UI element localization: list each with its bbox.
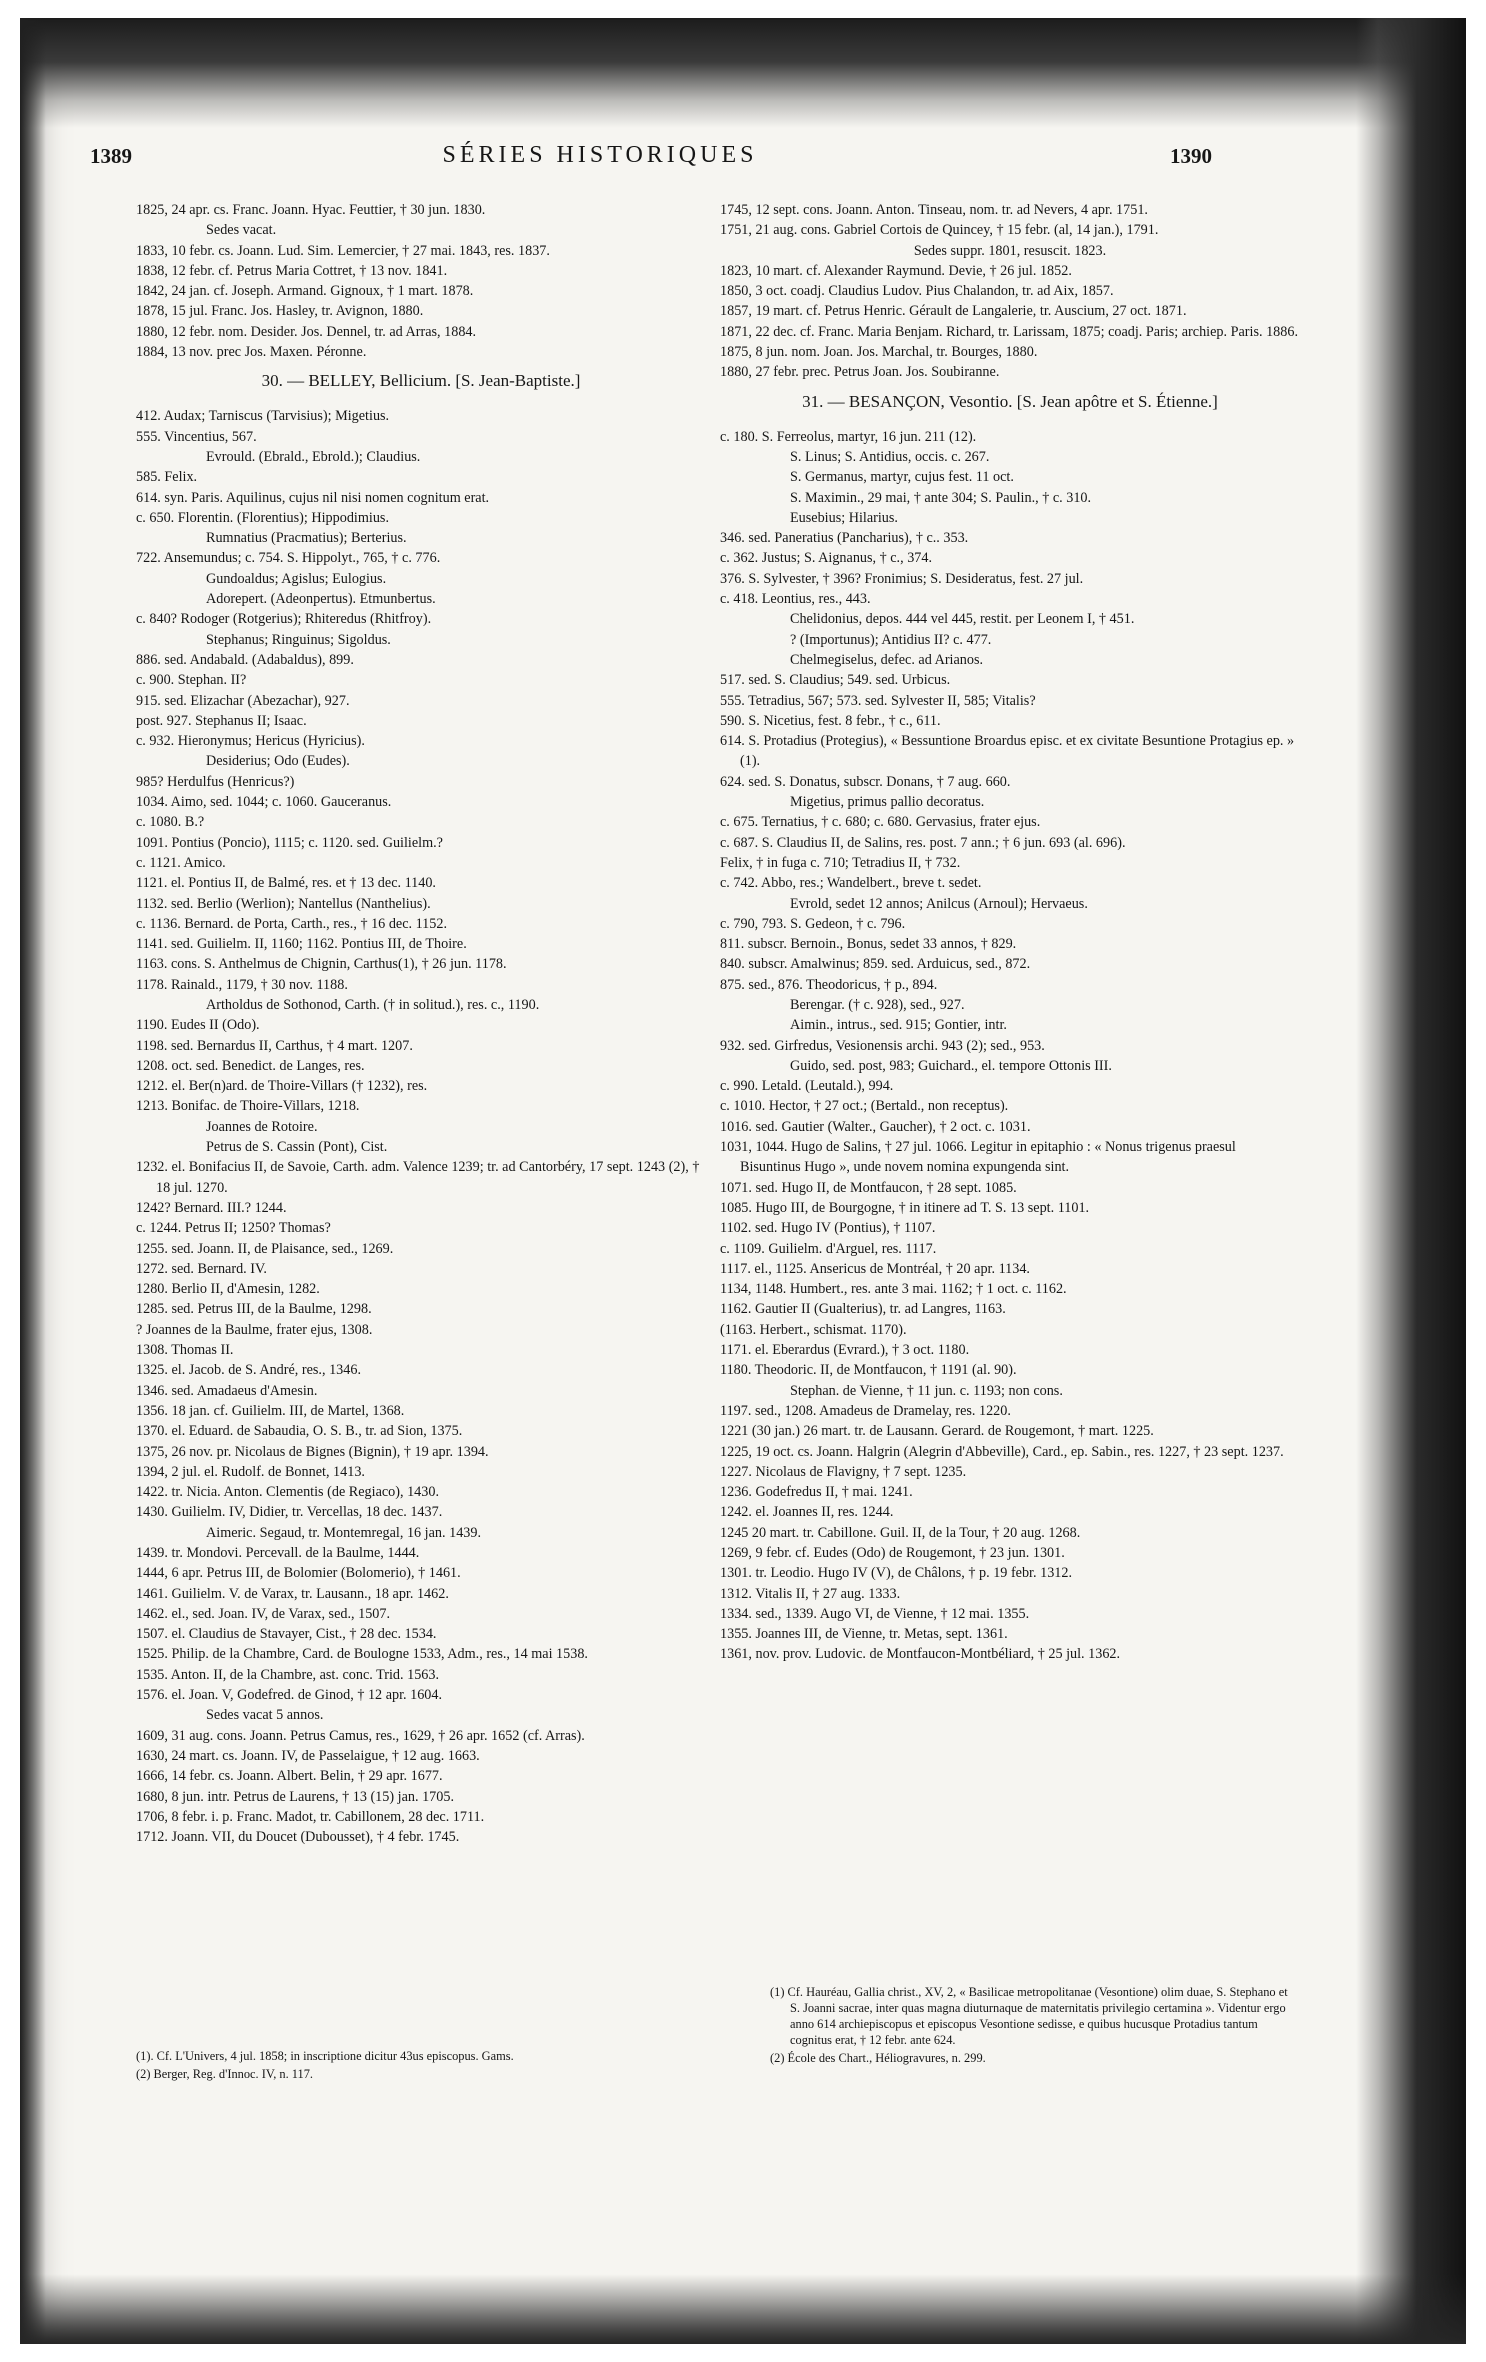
list-entry: 1132. sed. Berlio (Werlion); Nantellus (Nanthelius).	[136, 895, 431, 912]
list-entry: Felix, † in fuga c. 710; Tetradius II, † 732.	[720, 854, 961, 871]
list-entry: 1031, 1044. Hugo de Salins, † 27 jul. 1066. Legitur in epitaphio : « Nonus trigenus praesul Bisuntinus Hugo », unde novem nomina expungenda sint.	[720, 1139, 1236, 1176]
list-entry: 412. Audax; Tarniscus (Tarvisius); Migetius.	[136, 408, 390, 425]
list-entry: 1245 20 mart. tr. Cabillone. Guil. II, de la Tour, † 20 aug. 1268.	[720, 1524, 1081, 1541]
list-entry: 1141. sed. Guilielm. II, 1160; 1162. Pontius III, de Thoire.	[136, 936, 467, 953]
list-entry: 1422. tr. Nicia. Anton. Clementis (de Regiaco), 1430.	[136, 1484, 440, 1501]
footnote: (1) Cf. Hauréau, Gallia christ., XV, 2, « Basilicae metropolitanae (Vesontione) olim duae, S. Stephano et S. Joanni sacrae, inter quas magna diuturnaque de maternitatis privilegio certamina ». Videntur ergo anno 614 archiepiscopus et episcopus Vesontione sedisse, e quibus hucusque Protadius tantum cognitus erat, † 12 febr. ante 624.	[770, 1985, 1288, 2047]
list-entry: 1102. sed. Hugo IV (Pontius), † 1107.	[720, 1220, 936, 1237]
list-entry: 1370. el. Eduard. de Sabaudia, O. S. B., tr. ad Sion, 1375.	[136, 1423, 463, 1440]
page-number-left: 1389	[90, 144, 132, 168]
list-entry: 1375, 26 nov. pr. Nicolaus de Bignes (Bignin), † 19 apr. 1394.	[136, 1443, 489, 1460]
scan-shadow-right	[1356, 18, 1466, 2344]
list-entry: c. 362. Justus; S. Aignanus, † c., 374.	[720, 550, 933, 567]
list-entry: 1121. el. Pontius II, de Balmé, res. et † 13 dec. 1140.	[136, 875, 436, 892]
list-entry: 1857, 19 mart. cf. Petrus Henric. Gérault de Langalerie, tr. Auscium, 27 oct. 1871.	[720, 303, 1187, 320]
list-entry: Petrus de S. Cassin (Pont), Cist.	[206, 1139, 388, 1156]
list-entry: 1838, 12 febr. cf. Petrus Maria Cottret, † 13 nov. 1841.	[136, 262, 448, 279]
list-entry: c. 418. Leontius, res., 443.	[720, 591, 871, 608]
list-entry: 1334. sed., 1339. Augo VI, de Vienne, † 12 mai. 1355.	[720, 1605, 1030, 1622]
list-entry: 1301. tr. Leodio. Hugo IV (V), de Châlons, † p. 19 febr. 1312.	[720, 1565, 1073, 1582]
list-entry: 1134, 1148. Humbert., res. ante 3 mai. 1162; † 1 oct. c. 1162.	[720, 1281, 1067, 1298]
list-entry: Aimeric. Segaud, tr. Montemregal, 16 jan. 1439.	[206, 1524, 482, 1541]
list-entry: 1751, 21 aug. cons. Gabriel Cortois de Quincey, † 15 febr. (al, 14 jan.), 1791.	[720, 222, 1159, 239]
list-entry: 1825, 24 apr. cs. Franc. Joann. Hyac. Feuttier, † 30 jun. 1830.	[136, 202, 486, 218]
list-entry: 1884, 13 nov. prec Jos. Maxen. Péronne.	[136, 344, 367, 361]
list-entry: c. 900. Stephan. II?	[136, 672, 247, 689]
list-entry: 624. sed. S. Donatus, subscr. Donans, † 7 aug. 660.	[720, 773, 1011, 790]
list-entry: 915. sed. Elizachar (Abezachar), 927.	[136, 692, 350, 709]
list-entry: 1346. sed. Amadaeus d'Amesin.	[136, 1382, 318, 1399]
list-entry: 985? Herdulfus (Henricus?)	[136, 773, 295, 790]
list-entry: 1227. Nicolaus de Flavigny, † 7 sept. 1235.	[720, 1463, 967, 1480]
list-entry: 1308. Thomas II.	[136, 1342, 234, 1359]
list-entry: c. 1244. Petrus II; 1250? Thomas?	[136, 1220, 331, 1237]
list-entry: Berengar. († c. 928), sed., 927.	[790, 996, 965, 1013]
list-entry: 1833, 10 febr. cs. Joann. Lud. Sim. Lemercier, † 27 mai. 1843, res. 1837.	[136, 242, 550, 259]
list-entry: 1325. el. Jacob. de S. André, res., 1346.	[136, 1362, 361, 1379]
list-entry: 1444, 6 apr. Petrus III, de Bolomier (Bolomerio), † 1461.	[136, 1565, 461, 1582]
list-entry: Adorepert. (Adeonpertus). Etmunbertus.	[206, 591, 436, 608]
section-heading: 31. — BESANÇON, Vesontio. [S. Jean apôtre et S. Étienne.]	[802, 391, 1218, 411]
list-entry: 1269, 9 febr. cf. Eudes (Odo) de Rougemont, † 23 jun. 1301.	[720, 1545, 1065, 1561]
list-entry: 1198. sed. Bernardus II, Carthus, † 4 mart. 1207.	[136, 1037, 413, 1054]
list-entry: 932. sed. Girfredus, Vesionensis archi. 943 (2); sed., 953.	[720, 1037, 1045, 1054]
list-entry: 1242. el. Joannes II, res. 1244.	[720, 1504, 894, 1521]
list-entry: 1355. Joannes III, de Vienne, tr. Metas, sept. 1361.	[720, 1626, 1008, 1643]
list-entry: Aimin., intrus., sed. 915; Gontier, intr.	[790, 1017, 1007, 1034]
list-entry: 1225, 19 oct. cs. Joann. Halgrin (Alegrin d'Abbeville), Card., ep. Sabin., res. 1227, † 23 sept. 1237.	[720, 1443, 1284, 1460]
list-entry: 1285. sed. Petrus III, de la Baulme, 1298.	[136, 1301, 372, 1318]
list-entry: c. 687. S. Claudius II, de Salins, res. post. 7 ann.; † 6 jun. 693 (al. 696).	[720, 834, 1126, 851]
list-entry: 722. Ansemundus; c. 754. S. Hippolyt., 765, † c. 776.	[136, 550, 441, 567]
scan-shadow-top	[20, 18, 1466, 128]
list-entry: Evrold, sedet 12 annos; Anilcus (Arnoul); Hervaeus.	[790, 895, 1088, 912]
scan-shadow-bottom	[20, 2274, 1466, 2344]
list-entry: Migetius, primus pallio decoratus.	[790, 794, 985, 811]
list-entry: Chelmegiselus, defec. ad Arianos.	[790, 651, 984, 668]
list-entry: S. Maximin., 29 mai, † ante 304; S. Paulin., † c. 310.	[790, 489, 1092, 506]
list-entry: 840. subscr. Amalwinus; 859. sed. Arduicus, sed., 872.	[720, 956, 1031, 973]
list-entry: 1162. Gautier II (Gualterius), tr. ad Langres, 1163.	[720, 1301, 1006, 1318]
list-entry: 376. S. Sylvester, † 396? Fronimius; S. Desideratus, fest. 27 jul.	[720, 570, 1084, 587]
list-entry: 1236. Godefredus II, † mai. 1241.	[720, 1484, 913, 1501]
list-entry: 1208. oct. sed. Benedict. de Langes, res.	[136, 1057, 365, 1074]
list-entry: 875. sed., 876. Theodoricus, † p., 894.	[720, 976, 938, 993]
list-entry: Sedes vacat 5 annos.	[206, 1707, 324, 1724]
list-entry: Stephan. de Vienne, † 11 jun. c. 1193; non cons.	[790, 1382, 1063, 1399]
list-entry: 1712. Joann. VII, du Doucet (Dubousset), † 4 febr. 1745.	[136, 1829, 460, 1846]
list-entry: 1630, 24 mart. cs. Joann. IV, de Passelaigue, † 12 aug. 1663.	[136, 1747, 480, 1764]
list-entry: 1085. Hugo III, de Bourgogne, † in itinere ad T. S. 13 sept. 1101.	[720, 1199, 1090, 1216]
scan-shadow-left	[20, 18, 46, 2344]
list-entry: 1255. sed. Joann. II, de Plaisance, sed., 1269.	[136, 1240, 394, 1257]
list-entry: Evrould. (Ebrald., Ebrold.); Claudius.	[206, 448, 421, 465]
list-entry: c. 932. Hieronymus; Hericus (Hyricius).	[136, 733, 365, 750]
list-entry: Chelidonius, depos. 444 vel 445, restit. per Leonem I, † 451.	[790, 611, 1135, 628]
list-entry: Eusebius; Hilarius.	[790, 509, 898, 526]
list-entry: 1609, 31 aug. cons. Joann. Petrus Camus, res., 1629, † 26 apr. 1652 (cf. Arras).	[136, 1727, 585, 1744]
list-entry: Sedes vacat.	[206, 222, 277, 239]
list-entry: c. 742. Abbo, res.; Wandelbert., breve t. sedet.	[720, 875, 982, 892]
list-entry: 1576. el. Joan. V, Godefred. de Ginod, † 12 apr. 1604.	[136, 1687, 443, 1704]
list-entry: ? Joannes de la Baulme, frater ejus, 1308.	[136, 1321, 373, 1338]
list-entry: 1232. el. Bonifacius II, de Savoie, Carth. adm. Valence 1239; tr. ad Cantorbéry, 17 sept. 1243 (2), † 18 jul. 1270.	[136, 1159, 700, 1196]
running-title: SÉRIES HISTORIQUES	[442, 142, 758, 168]
list-entry: 1525. Philip. de la Chambre, Card. de Boulogne 1533, Adm., res., 14 mai 1538.	[136, 1646, 588, 1663]
list-entry: 585. Felix.	[136, 469, 198, 486]
list-entry: 1071. sed. Hugo II, de Montfaucon, † 28 sept. 1085.	[720, 1179, 1017, 1196]
list-entry: c. 1080. B.?	[136, 814, 205, 831]
list-entry: 1880, 27 febr. prec. Petrus Joan. Jos. Soubiranne.	[720, 364, 1000, 381]
right-column	[720, 200, 1300, 1665]
list-entry: 1034. Aimo, sed. 1044; c. 1060. Gauceranus.	[136, 794, 392, 811]
list-entry: 1190. Eudes II (Odo).	[136, 1017, 260, 1034]
list-entry: 1706, 8 febr. i. p. Franc. Madot, tr. Cabillonem, 28 dec. 1711.	[136, 1808, 485, 1825]
footnotes-left	[136, 2048, 706, 2084]
list-entry: 886. sed. Andabald. (Adabaldus), 899.	[136, 651, 354, 668]
list-entry: 1430. Guilielm. IV, Didier, tr. Vercellas, 18 dec. 1437.	[136, 1504, 443, 1521]
list-entry: ? (Importunus); Antidius II? c. 477.	[790, 631, 992, 648]
list-entry: Guido, sed. post, 983; Guichard., el. tempore Ottonis III.	[790, 1057, 1112, 1074]
list-entry: 1356. 18 jan. cf. Guilielm. III, de Martel, 1368.	[136, 1402, 405, 1419]
list-entry: 1280. Berlio II, d'Amesin, 1282.	[136, 1281, 320, 1298]
list-entry: 590. S. Nicetius, fest. 8 febr., † c., 611.	[720, 712, 941, 729]
list-entry: c. 1136. Bernard. de Porta, Carth., res., † 16 dec. 1152.	[136, 915, 447, 932]
list-entry: 1666, 14 febr. cs. Joann. Albert. Belin, † 29 apr. 1677.	[136, 1768, 443, 1785]
list-entry: 1272. sed. Bernard. IV.	[136, 1260, 267, 1277]
list-entry: 1178. Rainald., 1179, † 30 nov. 1188.	[136, 976, 348, 993]
footnote: (2) École des Chart., Héliogravures, n. 299.	[770, 2051, 986, 2065]
list-entry: 614. syn. Paris. Aquilinus, cujus nil nisi nomen cognitum erat.	[136, 489, 490, 506]
list-entry: 1680, 8 jun. intr. Petrus de Laurens, † 13 (15) jan. 1705.	[136, 1788, 454, 1805]
list-entry: 1091. Pontius (Poncio), 1115; c. 1120. sed. Guilielm.?	[136, 834, 443, 851]
list-entry: 1312. Vitalis II, † 27 aug. 1333.	[720, 1585, 901, 1602]
list-entry: Sedes suppr. 1801, resuscit. 1823.	[913, 242, 1107, 259]
list-entry: c. 990. Letald. (Leutald.), 994.	[720, 1078, 894, 1095]
list-entry: c. 1010. Hector, † 27 oct.; (Bertald., non receptus).	[720, 1098, 1009, 1115]
list-entry: 1439. tr. Mondovi. Percevall. de la Baulme, 1444.	[136, 1545, 420, 1561]
list-entry: 1171. el. Eberardus (Evrard.), † 3 oct. 1180.	[720, 1342, 970, 1359]
scanned-page	[20, 18, 1466, 2344]
list-entry: 1461. Guilielm. V. de Varax, tr. Lausann., 18 apr. 1462.	[136, 1585, 449, 1602]
list-entry: 1875, 8 jun. nom. Joan. Jos. Marchal, tr. Bourges, 1880.	[720, 344, 1038, 361]
list-entry: (1163. Herbert., schismat. 1170).	[720, 1321, 907, 1338]
section-heading: 30. — BELLEY, Bellicium. [S. Jean-Baptiste.]	[261, 371, 581, 391]
page-number-right: 1390	[1170, 144, 1212, 168]
list-entry: 1242? Bernard. III.? 1244.	[136, 1199, 287, 1216]
list-entry: c. 790, 793. S. Gedeon, † c. 796.	[720, 915, 906, 932]
list-entry: c. 650. Florentin. (Florentius); Hippodimius.	[136, 509, 389, 526]
list-entry: 614. S. Protadius (Protegius), « Bessuntione Broardus episc. et ex civitate Besuntione Protagius ep. » (1).	[720, 733, 1295, 770]
list-entry: c. 1109. Guilielm. d'Arguel, res. 1117.	[720, 1240, 937, 1257]
list-entry: Stephanus; Ringuinus; Sigoldus.	[206, 631, 391, 648]
list-entry: c. 840? Rodoger (Rotgerius); Rhiteredus (Rhitfroy).	[136, 611, 432, 628]
list-entry: 1850, 3 oct. coadj. Claudius Ludov. Pius Chalandon, tr. ad Aix, 1857.	[720, 283, 1114, 300]
list-entry: Gundoaldus; Agislus; Eulogius.	[206, 570, 387, 587]
list-entry: 1871, 22 dec. cf. Franc. Maria Benjam. Richard, tr. Larissam, 1875; coadj. Paris; archiep. Paris. 1886.	[720, 323, 1298, 340]
list-entry: 1117. el., 1125. Ansericus de Montréal, † 20 apr. 1134.	[720, 1260, 1030, 1277]
list-entry: 1163. cons. S. Anthelmus de Chignin, Carthus(1), † 26 jun. 1178.	[136, 956, 507, 973]
list-entry: 1507. el. Claudius de Stavayer, Cist., † 28 dec. 1534.	[136, 1626, 437, 1643]
list-entry: 555. Vincentius, 567.	[136, 428, 257, 445]
list-entry: 811. subscr. Bernoin., Bonus, sedet 33 annos, † 829.	[720, 936, 1017, 953]
list-entry: 1197. sed., 1208. Amadeus de Dramelay, res. 1220.	[720, 1402, 1011, 1419]
list-entry: 1878, 15 jul. Franc. Jos. Hasley, tr. Avignon, 1880.	[136, 303, 424, 320]
list-entry: S. Linus; S. Antidius, occis. c. 267.	[790, 448, 990, 465]
list-entry: Joannes de Rotoire.	[206, 1118, 318, 1135]
footnote: (1). Cf. L'Univers, 4 jul. 1858; in inscriptione dicitur 43us episcopus. Gams.	[136, 2049, 514, 2063]
list-entry: 555. Tetradius, 567; 573. sed. Sylvester II, 585; Vitalis?	[720, 692, 1036, 709]
list-entry: 517. sed. S. Claudius; 549. sed. Urbicus.	[720, 672, 951, 689]
list-entry: 1842, 24 jan. cf. Joseph. Armand. Gignoux, † 1 mart. 1878.	[136, 283, 474, 300]
list-entry: 1016. sed. Gautier (Walter., Gaucher), † 2 oct. c. 1031.	[720, 1118, 1031, 1135]
list-entry: 1394, 2 jul. el. Rudolf. de Bonnet, 1413.	[136, 1463, 365, 1480]
list-entry: 1212. el. Ber(n)ard. de Thoire-Villars († 1232), res.	[136, 1078, 428, 1095]
list-entry: c. 180. S. Ferreolus, martyr, 16 jun. 211 (12).	[720, 428, 977, 445]
list-entry: 1880, 12 febr. nom. Desider. Jos. Dennel, tr. ad Arras, 1884.	[136, 323, 477, 340]
list-entry: 346. sed. Paneratius (Pancharius), † c.. 353.	[720, 530, 969, 547]
list-entry: c. 675. Ternatius, † c. 680; c. 680. Gervasius, frater ejus.	[720, 814, 1041, 831]
list-entry: c. 1121. Amico.	[136, 854, 226, 871]
list-entry: post. 927. Stephanus II; Isaac.	[136, 712, 307, 729]
footnote: (2) Berger, Reg. d'Innoc. IV, n. 117.	[136, 2067, 314, 2081]
footnotes-right	[770, 1984, 1290, 2068]
list-entry: 1462. el., sed. Joan. IV, de Varax, sed., 1507.	[136, 1605, 391, 1622]
list-entry: 1361, nov. prov. Ludovic. de Montfaucon-Montbéliard, † 25 jul. 1362.	[720, 1646, 1121, 1663]
list-entry: S. Germanus, martyr, cujus fest. 11 oct.	[790, 469, 1014, 486]
list-entry: 1213. Bonifac. de Thoire-Villars, 1218.	[136, 1098, 360, 1115]
list-entry: 1823, 10 mart. cf. Alexander Raymund. Devie, † 26 jul. 1852.	[720, 262, 1072, 279]
list-entry: Artholdus de Sothonod, Carth. († in solitud.), res. c., 1190.	[206, 996, 540, 1013]
list-entry: 1535. Anton. II, de la Chambre, ast. conc. Trid. 1563.	[136, 1666, 440, 1683]
list-entry: 1745, 12 sept. cons. Joann. Anton. Tinseau, nom. tr. ad Nevers, 4 apr. 1751.	[720, 202, 1148, 218]
left-column	[136, 200, 706, 1847]
list-entry: Rumnatius (Pracmatius); Berterius.	[206, 530, 407, 547]
list-entry: Desiderius; Odo (Eudes).	[206, 753, 350, 770]
list-entry: 1221 (30 jan.) 26 mart. tr. de Lausann. Gerard. de Rougemont, † mart. 1225.	[720, 1423, 1154, 1440]
list-entry: 1180. Theodoric. II, de Montfaucon, † 1191 (al. 90).	[720, 1362, 1017, 1379]
